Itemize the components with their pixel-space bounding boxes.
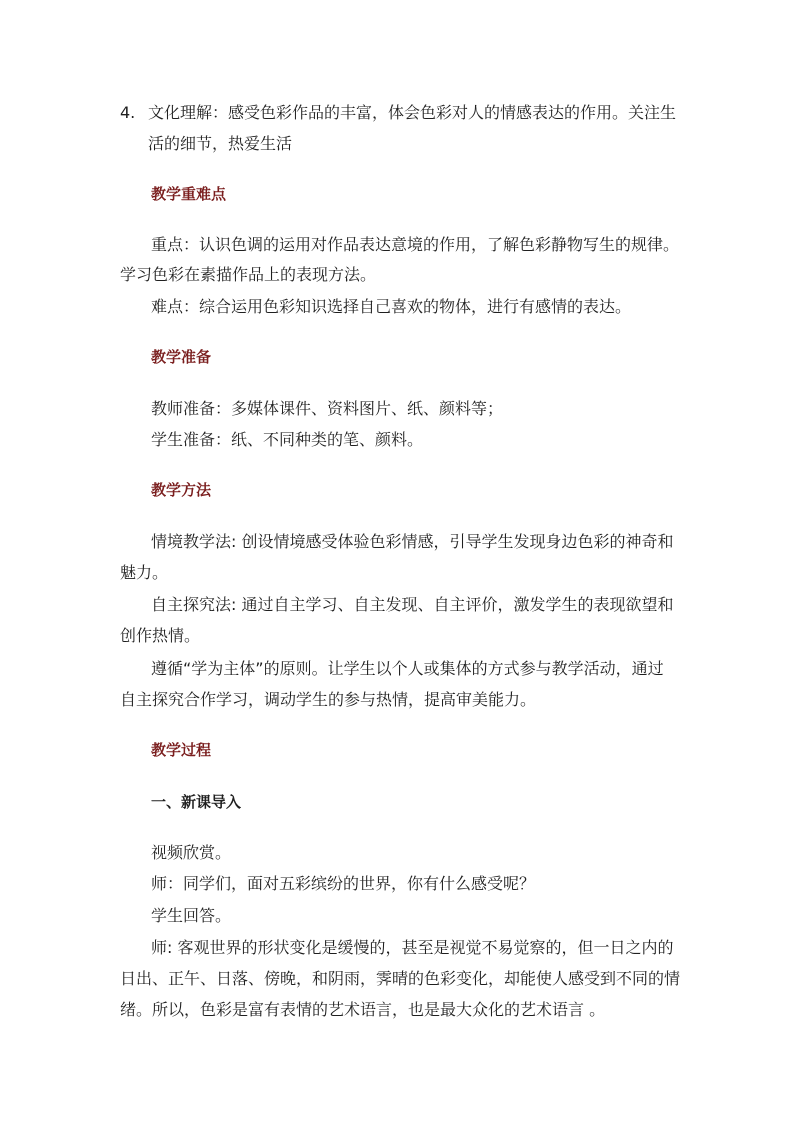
heading-preparation: 教学准备 [151,348,212,366]
inquiry-method-line2: 创作热情。 [120,626,201,645]
teacher-explanation-line2: 日出、正午、日落、傍晚，和阴雨，霁晴的色彩变化，却能使人感受到不同的情 [120,969,681,988]
principle-line1: 遵循“学为主体”的原则。让学生以个人或集体的方式参与教学活动，通过 [151,659,664,678]
principle-line2: 自主探究合作学习，调动学生的参与热情，提高审美能力。 [120,690,537,709]
teacher-question: 师：同学们，面对五彩缤纷的世界，你有什么感受呢？ [151,874,536,893]
heading-key-difficult: 教学重难点 [151,185,227,203]
objective-4-line2: 活的细节，热爱生活 [148,134,293,153]
difficult-point-line: 难点：综合运用色彩知识选择自己喜欢的物体，进行有感情的表达。 [151,297,632,316]
teacher-preparation: 教师准备：多媒体课件、资料图片、纸、颜料等； [151,399,504,418]
teacher-explanation-line3: 绪。所以，色彩是富有表情的艺术语言，也是最大众化的艺术语言 。 [120,1000,606,1019]
inquiry-method-line1: 自主探究法: 通过自主学习、自主发现、自主评价，激发学生的表现欲望和 [151,595,674,614]
key-point-line2: 学习色彩在素描作品上的表现方法。 [120,265,377,284]
student-answer: 学生回答。 [151,906,232,925]
student-preparation: 学生准备：纸、不同种类的笔、颜料。 [151,430,424,449]
situational-method-line1: 情境教学法: 创设情境感受体验色彩情感，引导学生发现身边色彩的神奇和 [151,532,674,551]
situational-method-line2: 魅力。 [120,563,169,582]
teacher-explanation-line1: 师: 客观世界的形状变化是缓慢的，甚至是视觉不易觉察的，但一日之内的 [151,938,674,957]
section-intro-heading: 一、新课导入 [151,793,242,811]
objective-text: 文化理解：感受色彩作品的丰富，体会色彩对人的情感表达的作用。关注生 [148,103,677,122]
video-appreciation: 视频欣赏。 [151,843,232,862]
objective-number: 4. [120,103,136,122]
heading-process: 教学过程 [151,741,212,759]
objective-4-line1 [120,103,676,123]
heading-methods: 教学方法 [151,481,212,499]
key-point-line1: 重点：认识色调的运用对作品表达意境的作用，了解色彩静物写生的规律。 [151,235,680,254]
